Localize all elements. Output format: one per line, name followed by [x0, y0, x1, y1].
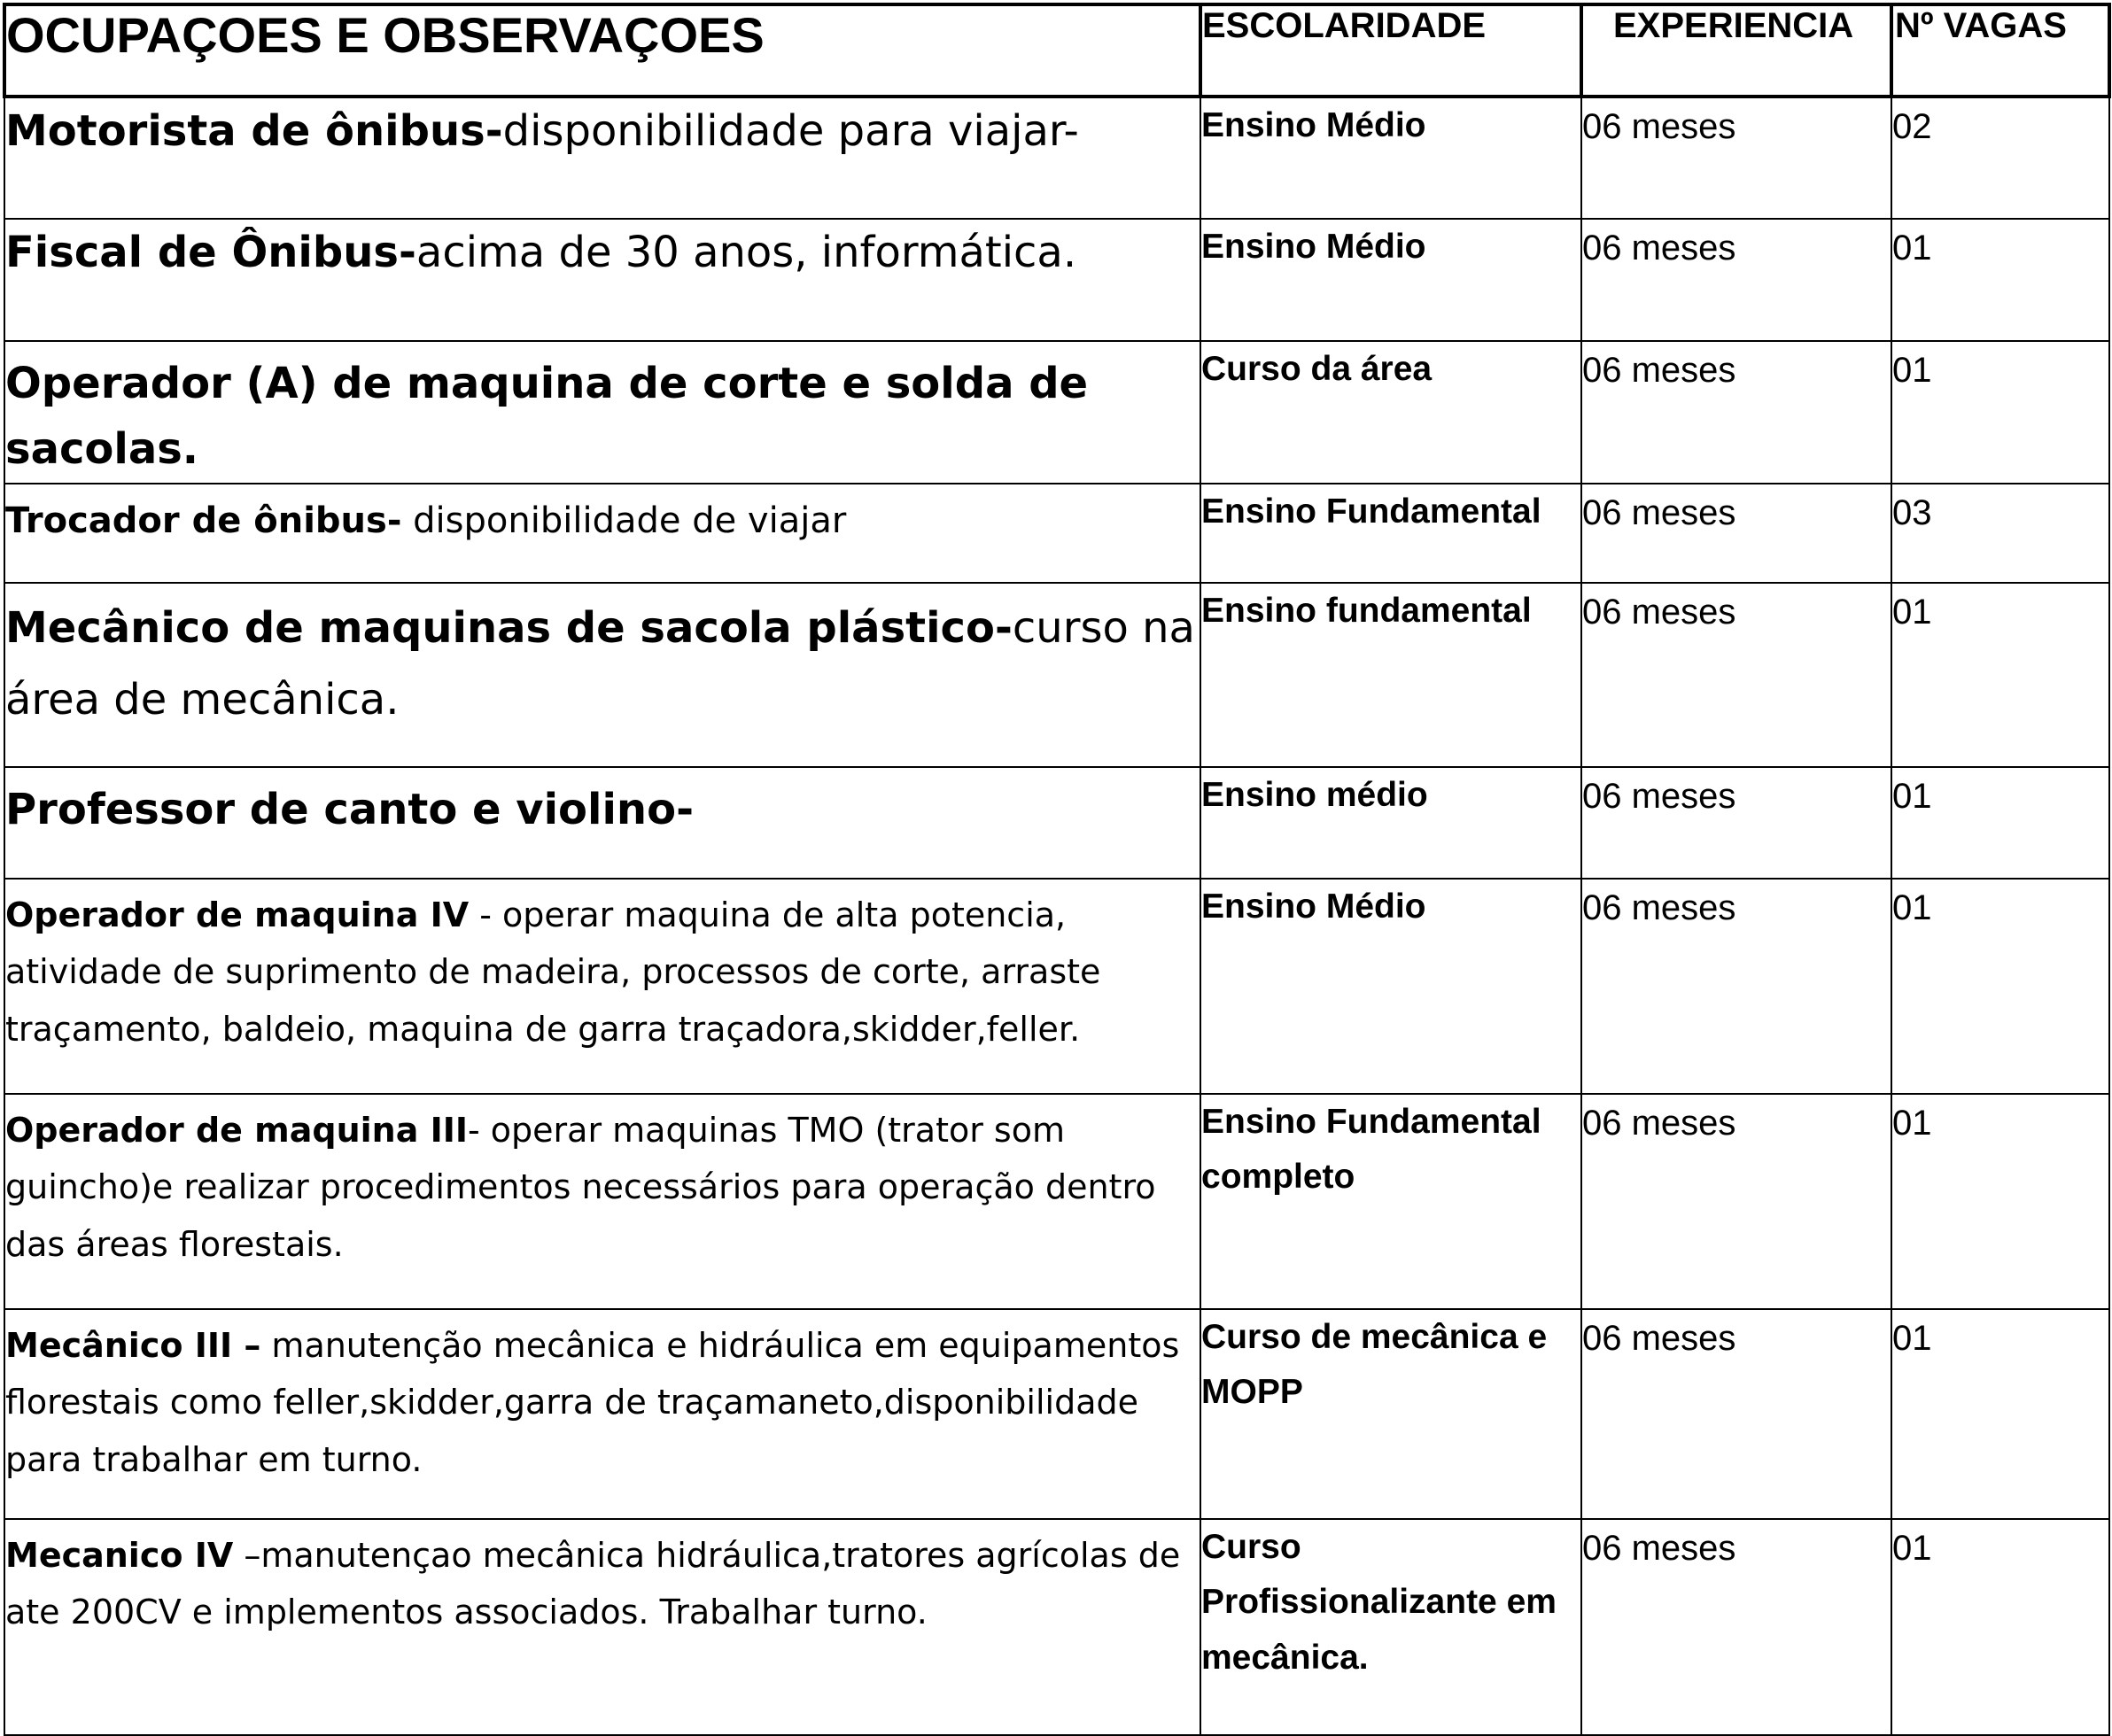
schooling-cell: Ensino Médio [1200, 879, 1581, 1094]
schooling-cell: Curso da área [1200, 341, 1581, 484]
experience-cell: 06 meses [1581, 1519, 1891, 1735]
table-row [4, 1309, 2109, 1519]
header-experience: EXPERIENCIA [1581, 4, 1891, 97]
occupation-note: manutenção mecânica e hidráulica em equipamentos florestais como feller,skidder,garra de traçamaneto,disponibilidade para trabalhar em turno. [5, 1325, 1180, 1479]
occupation-cell [4, 1519, 1200, 1735]
occupation-note: acima de 30 anos, informática. [415, 228, 1077, 277]
occupation-title: Operador de maquina III [5, 1110, 468, 1150]
vacancies-cell: 01 [1891, 583, 2109, 767]
occupation-title: Trocador de ônibus- [5, 500, 402, 541]
occupation-note: disponibilidade de viajar [401, 500, 847, 541]
vacancies-cell: 02 [1891, 97, 2109, 219]
occupation-note: –manutençao mecânica hidráulica,tratores agrícolas de ate 200CV e implementos associados. Trabalhar turno. [5, 1535, 1181, 1632]
experience-cell: 06 meses [1581, 583, 1891, 767]
occupation-note: disponibilidade para viajar- [502, 106, 1079, 156]
schooling-cell: Ensino médio [1200, 767, 1581, 879]
occupation-cell [4, 341, 1200, 484]
vacancies-cell: 01 [1891, 767, 2109, 879]
vacancies-cell: 01 [1891, 341, 2109, 484]
vacancies-table [3, 3, 2111, 1736]
table-row [4, 1094, 2109, 1309]
vacancies-cell: 01 [1891, 1094, 2109, 1309]
schooling-cell: Curso de mecânica e MOPP [1200, 1309, 1581, 1519]
occupation-title: Motorista de ônibus- [5, 106, 503, 156]
schooling-cell: Ensino Médio [1200, 219, 1581, 341]
vacancies-cell: 01 [1891, 219, 2109, 341]
table-row [4, 583, 2109, 767]
vacancies-cell: 01 [1891, 1309, 2109, 1519]
table-row [4, 767, 2109, 879]
experience-cell: 06 meses [1581, 879, 1891, 1094]
vacancies-cell: 03 [1891, 484, 2109, 583]
experience-cell: 06 meses [1581, 219, 1891, 341]
occupation-title: Operador (A) de maquina de corte e solda de sacolas. [5, 359, 1089, 475]
schooling-cell: Curso Profissionalizante em mecânica. [1200, 1519, 1581, 1735]
schooling-cell: Ensino fundamental [1200, 583, 1581, 767]
occupation-cell [4, 767, 1200, 879]
occupation-cell [4, 1094, 1200, 1309]
occupation-title: Operador de maquina IV [5, 895, 470, 934]
schooling-cell: Ensino Médio [1200, 97, 1581, 219]
occupation-title: Mecânico III – [5, 1325, 261, 1365]
occupation-title: Mecânico de maquinas de sacola plástico- [5, 602, 1013, 653]
occupation-cell [4, 97, 1200, 219]
vacancies-cell: 01 [1891, 1519, 2109, 1735]
table-row [4, 97, 2109, 219]
occupation-note: - operar maquinas TMO (trator som guincho)e realizar procedimentos necessários para operação dentro das áreas florestais. [5, 1110, 1156, 1264]
experience-cell: 06 meses [1581, 767, 1891, 879]
experience-cell: 06 meses [1581, 1309, 1891, 1519]
experience-cell: 06 meses [1581, 341, 1891, 484]
occupation-cell [4, 219, 1200, 341]
table-row [4, 484, 2109, 583]
header-vacancies: Nº VAGAS [1891, 4, 2109, 97]
header-row [4, 4, 2109, 97]
table-row [4, 879, 2109, 1094]
occupation-cell [4, 879, 1200, 1094]
occupation-title: Mecanico IV [5, 1535, 234, 1575]
vacancies-cell: 01 [1891, 879, 2109, 1094]
occupation-note: - operar maquina de alta potencia, atividade de suprimento de madeira, processos de corte, arraste traçamento, baldeio, maquina de garra traçadora,skidder,feller. [5, 895, 1101, 1049]
occupation-cell [4, 484, 1200, 583]
experience-cell: 06 meses [1581, 97, 1891, 219]
table-row [4, 341, 2109, 484]
experience-cell: 06 meses [1581, 484, 1891, 583]
occupation-cell [4, 1309, 1200, 1519]
occupation-title: Fiscal de Ônibus- [5, 228, 416, 277]
occupation-cell [4, 583, 1200, 767]
table-row [4, 219, 2109, 341]
occupation-note: curso na área de mecânica. [5, 602, 1195, 725]
header-schooling: ESCOLARIDADE [1200, 4, 1581, 97]
header-occupations: OCUPAÇOES E OBSERVAÇOES [4, 4, 1200, 97]
experience-cell: 06 meses [1581, 1094, 1891, 1309]
schooling-cell: Ensino Fundamental [1200, 484, 1581, 583]
occupation-title: Professor de canto e violino- [5, 784, 694, 834]
schooling-cell: Ensino Fundamental completo [1200, 1094, 1581, 1309]
table-row [4, 1519, 2109, 1735]
